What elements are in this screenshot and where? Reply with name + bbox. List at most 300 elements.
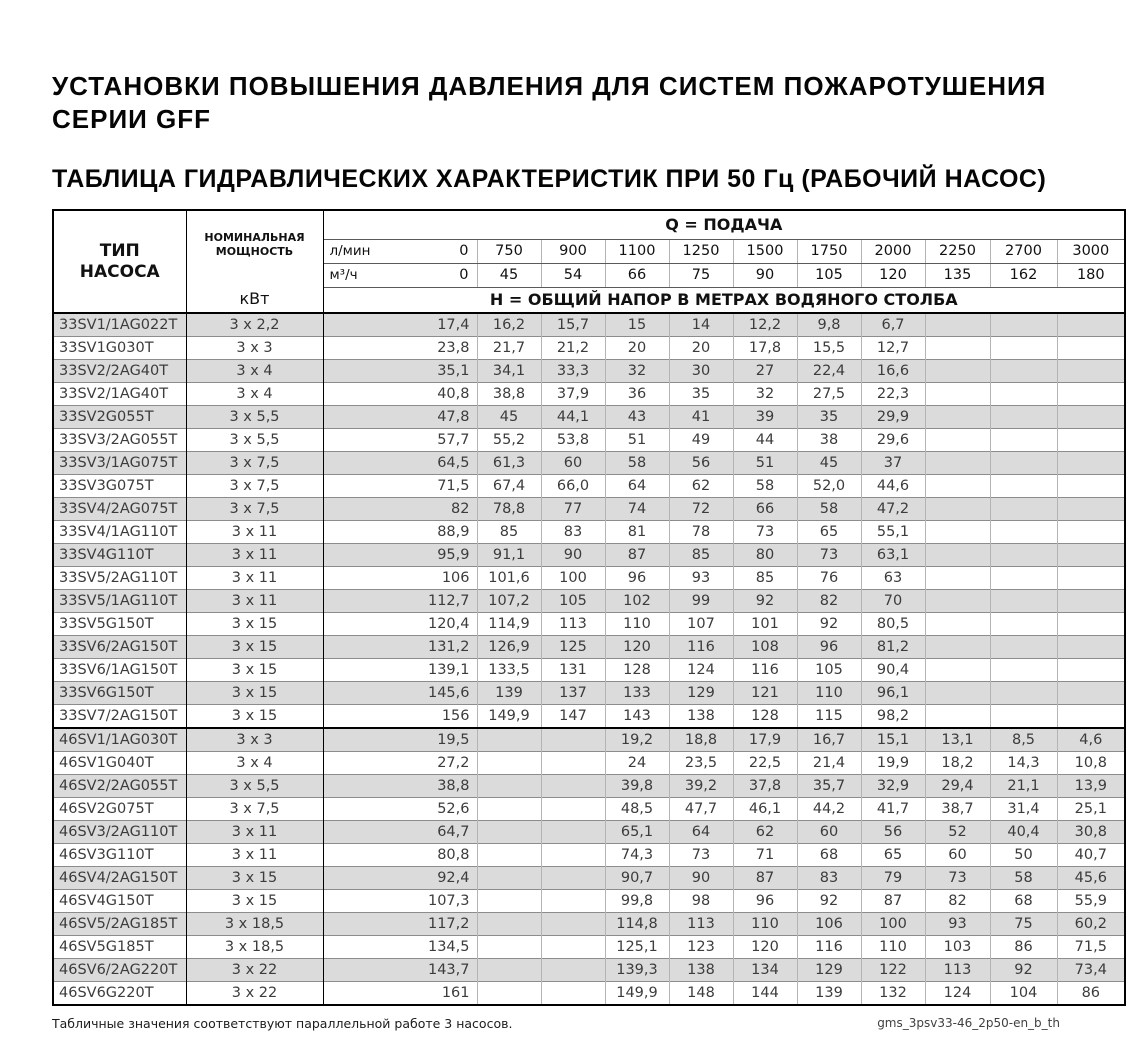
head-value-cell: 44 — [733, 429, 797, 452]
head-value-cell: 51 — [733, 452, 797, 475]
head-value-cell — [990, 360, 1057, 383]
head-value-cell: 96 — [733, 890, 797, 913]
head-value-cell: 128 — [733, 705, 797, 729]
pump-type-cell: 33SV1/1AG022T — [53, 313, 186, 337]
head-value-cell: 138 — [669, 705, 733, 729]
head-value-cell: 22,4 — [797, 360, 861, 383]
head-value-cell — [990, 313, 1057, 337]
flow-m3h-value: 75 — [669, 263, 733, 287]
head-value-cell — [477, 867, 541, 890]
head-value-cell: 29,6 — [861, 429, 925, 452]
pump-type-cell: 33SV1G030T — [53, 337, 186, 360]
head-value-cell: 30,8 — [1057, 821, 1125, 844]
head-value-cell: 77 — [541, 498, 605, 521]
column-header-pump-type — [53, 210, 186, 313]
head-value-cell: 139,3 — [605, 959, 669, 982]
table-footnote: Табличные значения соответствуют параллельной работе 3 насосов. — [52, 1016, 513, 1031]
head-value-cell — [477, 936, 541, 959]
table-row — [53, 705, 1125, 729]
table-row — [53, 659, 1125, 682]
table-row — [53, 890, 1125, 913]
head-value-cell — [1057, 337, 1125, 360]
head-value-cell: 71,5 — [1057, 936, 1125, 959]
head-value-cell — [1057, 705, 1125, 729]
head-value-cell — [541, 890, 605, 913]
table-row — [53, 590, 1125, 613]
head-value-cell: 87 — [605, 544, 669, 567]
pump-type-cell: 46SV4/2AG150T — [53, 867, 186, 890]
head-value-cell: 78,8 — [477, 498, 541, 521]
head-value-cell — [477, 913, 541, 936]
head-value-cell: 58 — [990, 867, 1057, 890]
flow-lmin-value: 2000 — [861, 239, 925, 263]
head-value-cell — [925, 498, 990, 521]
head-value-cell: 23,5 — [669, 752, 733, 775]
head-value-cell: 98 — [669, 890, 733, 913]
head-value-cell: 71,5 — [323, 475, 477, 498]
head-value-cell — [541, 798, 605, 821]
table-row — [53, 636, 1125, 659]
flow-lmin-value: 1500 — [733, 239, 797, 263]
head-value-cell: 92 — [797, 890, 861, 913]
head-value-cell: 31,4 — [990, 798, 1057, 821]
flow-m3h-value: 54 — [541, 263, 605, 287]
head-value-cell — [1057, 429, 1125, 452]
head-value-cell: 16,7 — [797, 728, 861, 752]
head-value-cell: 61,3 — [477, 452, 541, 475]
flow-m3h-label-cell — [323, 263, 477, 287]
table-row — [53, 728, 1125, 752]
head-value-cell — [477, 798, 541, 821]
page-title-line1: УСТАНОВКИ ПОВЫШЕНИЯ ДАВЛЕНИЯ ДЛЯ СИСТЕМ ПОЖАРОТУШЕНИЯ — [52, 71, 1047, 101]
head-value-cell: 55,2 — [477, 429, 541, 452]
head-value-cell: 114,9 — [477, 613, 541, 636]
head-value-cell: 66,0 — [541, 475, 605, 498]
flow-lmin-value: 2700 — [990, 239, 1057, 263]
nominal-power-cell: 3 x 11 — [186, 544, 323, 567]
head-value-cell — [990, 636, 1057, 659]
head-value-cell: 71 — [733, 844, 797, 867]
nominal-power-cell: 3 x 11 — [186, 521, 323, 544]
head-value-cell: 114,8 — [605, 913, 669, 936]
head-value-cell: 85 — [669, 544, 733, 567]
head-value-cell — [990, 475, 1057, 498]
head-value-cell: 4,6 — [1057, 728, 1125, 752]
head-value-cell: 148 — [669, 982, 733, 1006]
nominal-power-cell: 3 x 11 — [186, 844, 323, 867]
head-value-cell: 116 — [733, 659, 797, 682]
head-value-cell: 52,0 — [797, 475, 861, 498]
pump-type-cell: 46SV4G150T — [53, 890, 186, 913]
head-value-cell — [925, 452, 990, 475]
head-value-cell: 81 — [605, 521, 669, 544]
hydraulic-characteristics-table — [52, 209, 1126, 1006]
table-row — [53, 867, 1125, 890]
head-value-cell: 82 — [797, 590, 861, 613]
head-value-cell: 14,3 — [990, 752, 1057, 775]
head-value-cell — [541, 959, 605, 982]
head-value-cell: 40,4 — [990, 821, 1057, 844]
head-value-cell: 53,8 — [541, 429, 605, 452]
nominal-power-cell: 3 x 4 — [186, 360, 323, 383]
nominal-power-cell: 3 x 15 — [186, 682, 323, 705]
head-value-cell: 113 — [541, 613, 605, 636]
head-value-cell: 63,1 — [861, 544, 925, 567]
head-value-cell: 139,1 — [323, 659, 477, 682]
head-value-cell: 115 — [797, 705, 861, 729]
table-row — [53, 544, 1125, 567]
table-row — [53, 982, 1125, 1006]
head-value-cell: 50 — [990, 844, 1057, 867]
head-value-cell: 47,2 — [861, 498, 925, 521]
head-value-cell: 102 — [605, 590, 669, 613]
head-value-cell: 90,7 — [605, 867, 669, 890]
table-row — [53, 337, 1125, 360]
head-value-cell: 100 — [541, 567, 605, 590]
table-row — [53, 775, 1125, 798]
head-value-cell: 35 — [669, 383, 733, 406]
head-value-cell — [541, 728, 605, 752]
head-value-cell: 22,5 — [733, 752, 797, 775]
head-value-cell: 82 — [925, 890, 990, 913]
head-value-cell: 143 — [605, 705, 669, 729]
head-value-cell: 14 — [669, 313, 733, 337]
table-subtitle: ТАБЛИЦА ГИДРАВЛИЧЕСКИХ ХАРАКТЕРИСТИК ПРИ 50 Гц (РАБОЧИЙ НАСОС) — [52, 165, 1047, 193]
nominal-power-cell: 3 x 22 — [186, 982, 323, 1006]
head-value-cell: 19,9 — [861, 752, 925, 775]
head-value-cell — [477, 982, 541, 1006]
head-value-cell — [1057, 544, 1125, 567]
head-value-cell: 75 — [990, 913, 1057, 936]
table-row — [53, 452, 1125, 475]
head-value-cell — [990, 682, 1057, 705]
pump-type-cell: 46SV6G220T — [53, 982, 186, 1006]
head-value-cell — [925, 521, 990, 544]
head-value-cell — [1057, 406, 1125, 429]
flow-m3h-value: 105 — [797, 263, 861, 287]
nominal-power-cell: 3 x 5,5 — [186, 775, 323, 798]
flow-m3h-value: 180 — [1057, 263, 1125, 287]
head-value-cell: 30 — [669, 360, 733, 383]
head-value-cell: 45 — [477, 406, 541, 429]
head-value-cell: 38,7 — [925, 798, 990, 821]
head-value-cell — [477, 821, 541, 844]
head-value-cell: 52,6 — [323, 798, 477, 821]
head-value-cell: 78 — [669, 521, 733, 544]
head-value-cell: 137 — [541, 682, 605, 705]
flow-lmin-value: 1750 — [797, 239, 861, 263]
flow-lmin-zero: 0 — [459, 243, 469, 259]
head-value-cell: 80 — [733, 544, 797, 567]
head-value-cell: 129 — [797, 959, 861, 982]
head-value-cell: 44,1 — [541, 406, 605, 429]
head-value-cell: 99,8 — [605, 890, 669, 913]
pump-type-label-line2: НАСОСА — [79, 261, 160, 282]
page-title — [52, 70, 1060, 136]
head-value-cell: 52 — [925, 821, 990, 844]
table-row — [53, 752, 1125, 775]
head-value-cell: 64,7 — [323, 821, 477, 844]
head-value-cell — [477, 775, 541, 798]
head-value-cell: 113 — [669, 913, 733, 936]
nominal-power-cell: 3 x 7,5 — [186, 498, 323, 521]
table-row — [53, 567, 1125, 590]
nominal-power-cell: 3 x 15 — [186, 636, 323, 659]
nominal-power-cell: 3 x 2,2 — [186, 313, 323, 337]
head-value-cell: 73 — [925, 867, 990, 890]
head-value-cell: 81,2 — [861, 636, 925, 659]
table-row — [53, 613, 1125, 636]
head-value-cell: 133 — [605, 682, 669, 705]
nominal-power-cell: 3 x 5,5 — [186, 406, 323, 429]
head-value-cell: 37,9 — [541, 383, 605, 406]
table-body — [53, 313, 1125, 1005]
head-value-cell: 25,1 — [1057, 798, 1125, 821]
head-value-cell: 38,8 — [477, 383, 541, 406]
head-value-cell: 68 — [797, 844, 861, 867]
table-row — [53, 913, 1125, 936]
head-value-cell — [925, 705, 990, 729]
head-value-cell — [1057, 452, 1125, 475]
head-value-cell: 125 — [541, 636, 605, 659]
head-value-cell: 90 — [541, 544, 605, 567]
flow-lmin-value: 750 — [477, 239, 541, 263]
head-value-cell: 43 — [605, 406, 669, 429]
head-value-cell: 92 — [797, 613, 861, 636]
flow-lmin-value: 3000 — [1057, 239, 1125, 263]
head-value-cell — [990, 383, 1057, 406]
head-value-cell — [990, 337, 1057, 360]
head-value-cell: 105 — [797, 659, 861, 682]
head-value-cell: 99 — [669, 590, 733, 613]
pump-type-cell: 46SV3/2AG110T — [53, 821, 186, 844]
head-value-cell — [990, 521, 1057, 544]
head-value-cell: 122 — [861, 959, 925, 982]
head-value-cell — [1057, 636, 1125, 659]
head-value-cell: 45,6 — [1057, 867, 1125, 890]
head-value-cell: 47,8 — [323, 406, 477, 429]
head-value-cell — [541, 821, 605, 844]
head-value-cell: 156 — [323, 705, 477, 729]
table-row — [53, 936, 1125, 959]
head-value-cell: 80,8 — [323, 844, 477, 867]
head-value-cell: 116 — [797, 936, 861, 959]
head-value-cell — [990, 567, 1057, 590]
head-value-cell — [925, 636, 990, 659]
head-value-cell: 17,9 — [733, 728, 797, 752]
head-value-cell: 96 — [797, 636, 861, 659]
head-value-cell: 161 — [323, 982, 477, 1006]
pump-type-cell: 33SV4G110T — [53, 544, 186, 567]
head-value-cell — [925, 383, 990, 406]
pump-type-cell: 46SV1/1AG030T — [53, 728, 186, 752]
head-value-cell: 110 — [605, 613, 669, 636]
head-value-cell: 20 — [605, 337, 669, 360]
head-value-cell: 90 — [669, 867, 733, 890]
head-value-cell: 18,2 — [925, 752, 990, 775]
head-value-cell — [541, 867, 605, 890]
head-value-cell: 133,5 — [477, 659, 541, 682]
nominal-power-cell: 3 x 3 — [186, 337, 323, 360]
head-value-cell — [925, 337, 990, 360]
head-value-cell: 40,7 — [1057, 844, 1125, 867]
head-value-cell — [477, 728, 541, 752]
head-value-cell: 36 — [605, 383, 669, 406]
head-value-cell — [1057, 313, 1125, 337]
head-value-cell: 37 — [861, 452, 925, 475]
head-value-cell — [1057, 590, 1125, 613]
page-content — [52, 0, 1110, 1031]
head-value-cell: 9,8 — [797, 313, 861, 337]
head-value-cell: 15 — [605, 313, 669, 337]
head-value-cell: 149,9 — [605, 982, 669, 1006]
head-value-cell: 19,2 — [605, 728, 669, 752]
head-value-cell — [1057, 613, 1125, 636]
head-value-cell: 121 — [733, 682, 797, 705]
head-value-cell — [1057, 659, 1125, 682]
table-row — [53, 498, 1125, 521]
head-value-cell: 16,6 — [861, 360, 925, 383]
head-value-cell: 41 — [669, 406, 733, 429]
pump-type-cell: 46SV5/2AG185T — [53, 913, 186, 936]
head-value-cell — [1057, 682, 1125, 705]
pump-type-cell: 33SV5/1AG110T — [53, 590, 186, 613]
head-value-cell: 107 — [669, 613, 733, 636]
head-value-cell: 145,6 — [323, 682, 477, 705]
head-value-cell: 134 — [733, 959, 797, 982]
head-value-cell: 73,4 — [1057, 959, 1125, 982]
nominal-power-cell: 3 x 5,5 — [186, 429, 323, 452]
table-row — [53, 959, 1125, 982]
head-value-cell: 32,9 — [861, 775, 925, 798]
pump-type-label-line1: ТИП — [99, 240, 140, 261]
nominal-power-cell: 3 x 7,5 — [186, 452, 323, 475]
head-value-cell: 17,8 — [733, 337, 797, 360]
head-value-cell — [477, 890, 541, 913]
head-value-cell: 107,3 — [323, 890, 477, 913]
head-value-cell: 47,7 — [669, 798, 733, 821]
head-value-cell — [925, 613, 990, 636]
head-value-cell: 29,4 — [925, 775, 990, 798]
head-value-cell: 22,3 — [861, 383, 925, 406]
table-row — [53, 821, 1125, 844]
head-value-cell — [990, 613, 1057, 636]
head-value-cell: 13,1 — [925, 728, 990, 752]
nominal-power-label: НОМИНАЛЬНАЯ МОЩНОСТЬ — [204, 230, 305, 258]
head-value-cell: 92 — [990, 959, 1057, 982]
head-value-cell: 108 — [733, 636, 797, 659]
head-value-cell: 82 — [323, 498, 477, 521]
head-value-cell: 70 — [861, 590, 925, 613]
head-value-cell — [1057, 475, 1125, 498]
head-value-cell — [1057, 498, 1125, 521]
head-value-cell: 88,9 — [323, 521, 477, 544]
head-value-cell: 55,1 — [861, 521, 925, 544]
head-value-cell: 35 — [797, 406, 861, 429]
head-value-cell: 60,2 — [1057, 913, 1125, 936]
head-value-cell: 68 — [990, 890, 1057, 913]
head-value-cell: 113 — [925, 959, 990, 982]
pump-type-cell: 33SV5/2AG110T — [53, 567, 186, 590]
head-value-cell: 92 — [733, 590, 797, 613]
flow-m3h-value: 120 — [861, 263, 925, 287]
flow-m3h-value: 45 — [477, 263, 541, 287]
head-value-cell: 48,5 — [605, 798, 669, 821]
nominal-power-cell: 3 x 15 — [186, 890, 323, 913]
head-value-cell: 83 — [797, 867, 861, 890]
head-value-cell — [477, 752, 541, 775]
nominal-power-cell: 3 x 7,5 — [186, 475, 323, 498]
head-value-cell: 147 — [541, 705, 605, 729]
head-value-cell: 29,9 — [861, 406, 925, 429]
flow-m3h-value: 162 — [990, 263, 1057, 287]
nominal-power-cell: 3 x 3 — [186, 728, 323, 752]
pump-type-cell: 33SV4/1AG110T — [53, 521, 186, 544]
head-value-cell: 131,2 — [323, 636, 477, 659]
head-value-cell: 95,9 — [323, 544, 477, 567]
head-value-cell — [990, 544, 1057, 567]
head-value-cell: 65,1 — [605, 821, 669, 844]
head-value-cell: 117,2 — [323, 913, 477, 936]
pump-type-cell: 33SV6/1AG150T — [53, 659, 186, 682]
head-value-cell: 27,2 — [323, 752, 477, 775]
head-value-cell — [1057, 383, 1125, 406]
head-value-cell: 44,2 — [797, 798, 861, 821]
pump-type-cell: 46SV1G040T — [53, 752, 186, 775]
head-value-cell: 56 — [669, 452, 733, 475]
head-value-cell: 63 — [861, 567, 925, 590]
head-value-cell: 125,1 — [605, 936, 669, 959]
head-value-cell: 85 — [733, 567, 797, 590]
head-value-cell: 58 — [733, 475, 797, 498]
head-value-cell — [990, 452, 1057, 475]
q-supply-header: Q = ПОДАЧА — [323, 210, 1125, 239]
head-value-cell: 96,1 — [861, 682, 925, 705]
head-value-cell — [925, 406, 990, 429]
table-header — [53, 210, 1125, 313]
head-value-cell: 34,1 — [477, 360, 541, 383]
head-value-cell — [925, 360, 990, 383]
head-value-cell: 66 — [733, 498, 797, 521]
head-value-cell: 120,4 — [323, 613, 477, 636]
head-value-cell: 58 — [605, 452, 669, 475]
table-row — [53, 360, 1125, 383]
pump-type-cell: 46SV6/2AG220T — [53, 959, 186, 982]
head-value-cell: 101,6 — [477, 567, 541, 590]
flow-m3h-value: 135 — [925, 263, 990, 287]
pump-type-cell: 33SV4/2AG075T — [53, 498, 186, 521]
head-value-cell: 85 — [477, 521, 541, 544]
head-value-cell: 60 — [925, 844, 990, 867]
head-value-cell: 35,7 — [797, 775, 861, 798]
head-value-cell — [925, 590, 990, 613]
head-value-cell: 21,4 — [797, 752, 861, 775]
pump-type-cell: 33SV2/1AG40T — [53, 383, 186, 406]
head-value-cell: 106 — [797, 913, 861, 936]
head-value-cell: 19,5 — [323, 728, 477, 752]
head-value-cell: 16,2 — [477, 313, 541, 337]
nominal-power-cell: 3 x 18,5 — [186, 936, 323, 959]
head-value-cell — [990, 590, 1057, 613]
head-value-cell: 10,8 — [1057, 752, 1125, 775]
head-value-cell: 74,3 — [605, 844, 669, 867]
head-value-cell — [477, 844, 541, 867]
nominal-power-cell: 3 x 4 — [186, 752, 323, 775]
head-value-cell: 103 — [925, 936, 990, 959]
pump-type-cell: 33SV2G055T — [53, 406, 186, 429]
head-value-cell: 134,5 — [323, 936, 477, 959]
flow-lmin-value: 2250 — [925, 239, 990, 263]
